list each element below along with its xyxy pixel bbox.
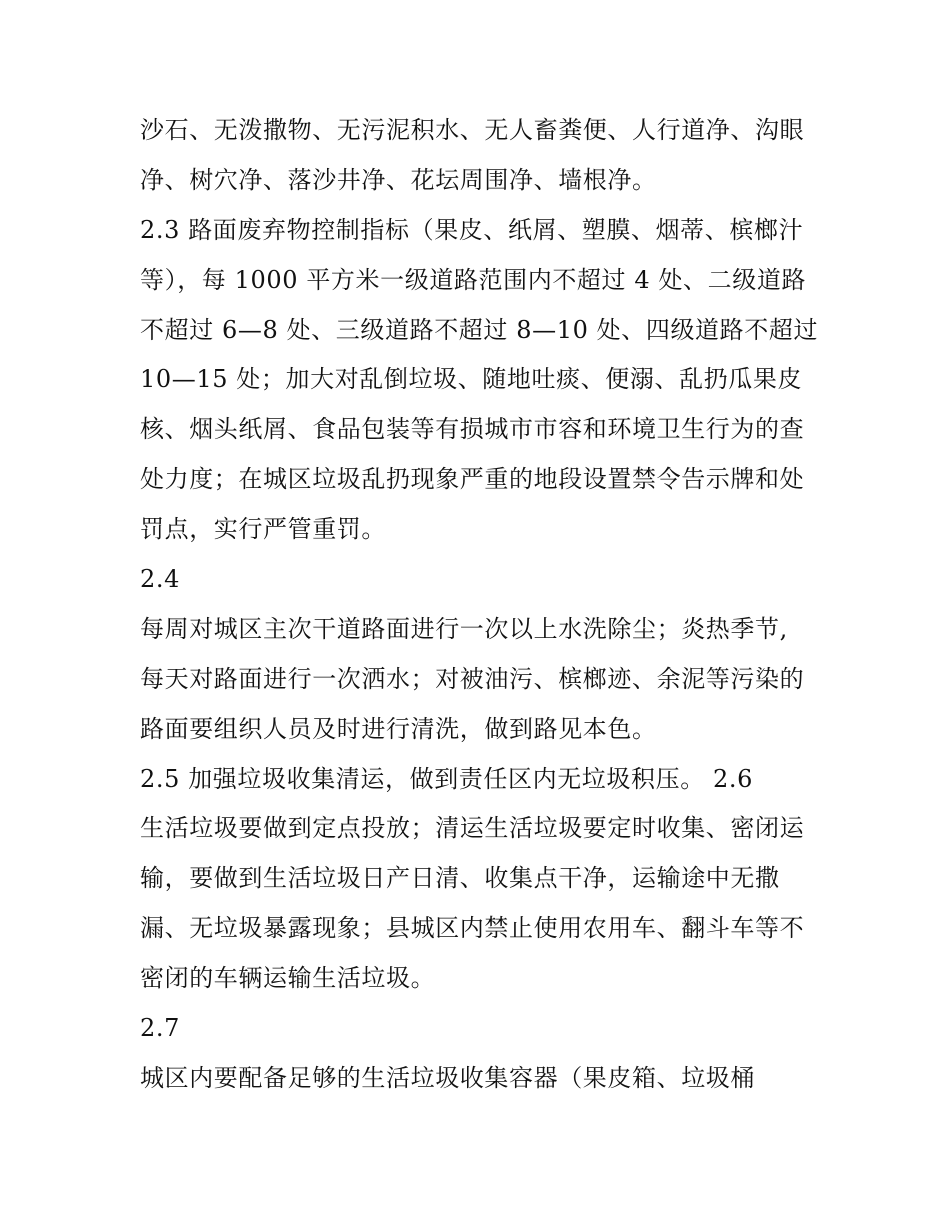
- text-line: 沙石、无泼撒物、无污泥积水、无人畜粪便、人行道净、沟眼: [140, 116, 805, 144]
- text-line: 生活垃圾要做到定点投放；清运生活垃圾要定时收集、密闭运: [140, 814, 805, 843]
- text-line: 净、树穴净、落沙井净、花坛周围净、墙根净。: [140, 165, 657, 194]
- text-line: 核、烟头纸屑、食品包装等有损城市市容和环境卫生行为的查: [140, 415, 805, 444]
- text-line: 等），每 1000 平方米一级道路范围内不超过 4 处、二级道路: [140, 265, 807, 294]
- text-line: 不超过 6—8 处、三级道路不超过 8—10 处、四级道路不超过: [140, 315, 819, 344]
- document-body: [140, 106, 820, 1104]
- section-number: 2.4: [140, 565, 180, 594]
- text-line: 城区内要配备足够的生活垃圾收集容器（果皮箱、垃圾桶: [140, 1063, 755, 1092]
- text-line: 10—15 处；加大对乱倒垃圾、随地吐痰、便溺、乱扔瓜果皮: [140, 365, 803, 394]
- text-line: 每天对路面进行一次洒水；对被油污、槟榔迹、余泥等污染的: [140, 664, 805, 693]
- text-line: 密闭的车辆运输生活垃圾。: [140, 964, 436, 993]
- text-line: 处力度；在城区垃圾乱扔现象严重的地段设置禁令告示牌和处: [140, 465, 805, 494]
- section-number: 2.7: [140, 1014, 180, 1043]
- text-line: 2.3 路面废弃物控制指标（果皮、纸屑、塑膜、烟蒂、槟榔汁: [140, 215, 804, 244]
- text-line: 每周对城区主次干道路面进行一次以上水洗除尘；炎热季节,: [140, 614, 788, 643]
- text-line: 漏、无垃圾暴露现象；县城区内禁止使用农用车、翻斗车等不: [140, 914, 805, 943]
- text-line: 输，要做到生活垃圾日产日清、收集点干净，运输途中无撒: [140, 864, 780, 893]
- text-line: 罚点，实行严管重罚。: [140, 515, 386, 544]
- text-line: 2.5 加强垃圾收集清运，做到责任区内无垃圾积压。 2.6: [140, 764, 753, 793]
- text-line: 路面要组织人员及时进行清洗，做到路见本色。: [140, 714, 657, 743]
